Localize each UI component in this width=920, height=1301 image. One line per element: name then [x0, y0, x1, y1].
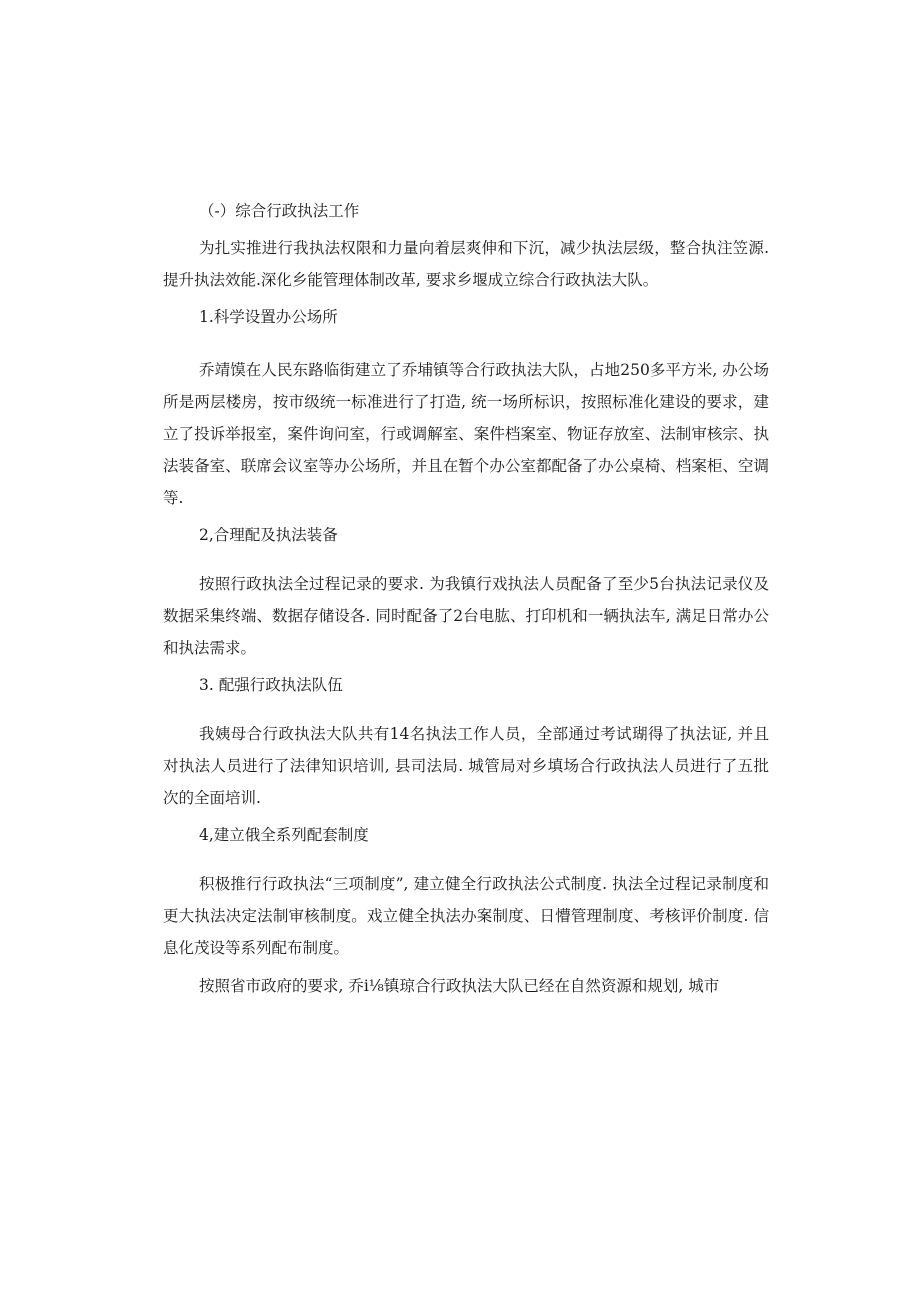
item-2-body: 按照行政执法全过程记录的要求. 为我镇行戏执法人员配备了至少5台执法记录仪及数据采集终端、数据存储设各. 同时配备了2台电肱、打印机和一辆执法车, 满足日常办公和执法需求。	[163, 575, 769, 657]
intro-paragraph: 为扎实推进行我执法权限和力量向着层爽伸和下沉，减少执法层级，整合执注笠源.提升执法效能.深化乡能管理体制改革, 要求乡堰成立综合行政执法大队。	[163, 239, 769, 289]
item-1-heading: 1.科学设置办公场所	[199, 308, 338, 326]
item-4-body: 积极推行行政执法“三项制度”, 建立健全行政执法公式制度. 执法全过程记录制度和更大执法决定法制审核制度。戏立健全执法办案制度、日懵管理制度、考核评价制度. 信息化茂设等系列配布制度。	[163, 875, 769, 957]
item-4-heading: 4,建立俄全系列配套制度	[199, 826, 369, 844]
item-3-heading: 3. 配强行政执法队伍	[199, 676, 343, 694]
document-content	[163, 196, 769, 1002]
item-1-body: 乔靖馍在人民东路临街建立了乔埔镇等合行政执法大队，占地250多平方米, 办公场所是两层楼房，按市级统一标准进行了打造, 统一场所标识，按照标准化建设的要求，建立了投诉举报室，案件询问室，行或调解室、案件档案室、物证存放室、法制审核宗、执法装备室、联席会议室等办公场所，并且在暂个办公室都配备了办公桌椅、档案柜、空调等.	[163, 361, 769, 507]
item-3-body: 我姨母合行政执法大队共有14名执法工作人员，全部通过考试瑚得了执法证, 并且对执法人员进行了法律知识培训, 县司法局. 城管局对乡填场合行政执法人员进行了五批次的全面培训.	[163, 725, 769, 807]
closing-paragraph: 按照省市政府的要求, 乔i⅛镇琼合行政执法大队已经在自然资源和规划, 城市	[199, 977, 720, 995]
item-2-heading: 2,合理配及执法装备	[199, 526, 338, 544]
section-title: （-）综合行政执法工作	[199, 202, 360, 220]
